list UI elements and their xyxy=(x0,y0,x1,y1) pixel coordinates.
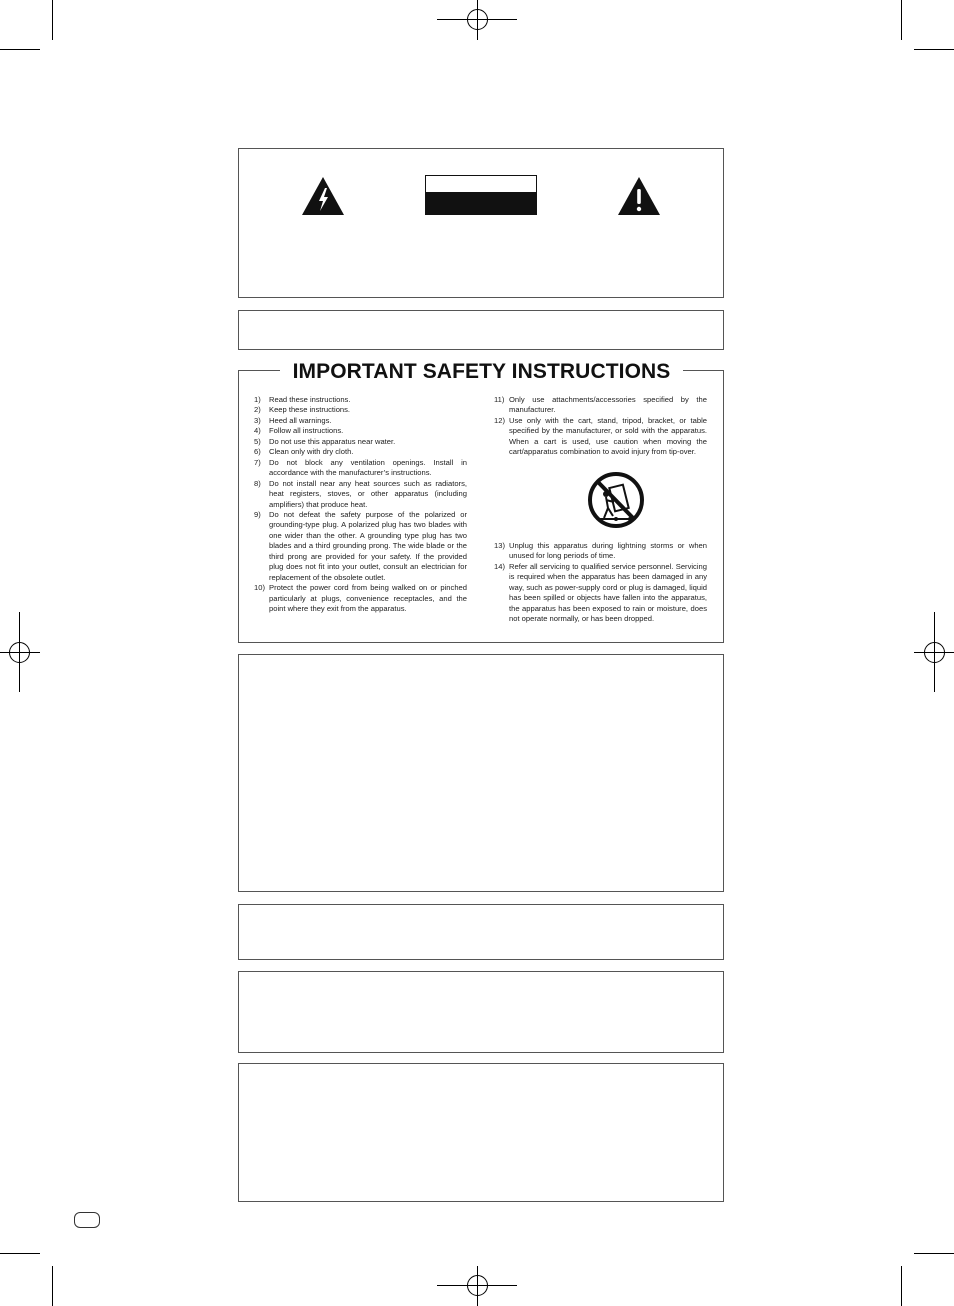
instruction-item: 4) Follow all instructions. xyxy=(254,426,344,436)
notice-box-large xyxy=(238,654,724,892)
instruction-item: 9) Do not defeat the safety purpose of the polarized or grounding-type plug. A polarized plug has two blades with one wider than the other. A grounding type plug has two blades and a third grounding prong. The wide blade or the third prong are provided for your safety. If the provided plug does not fit into your outlet, consult an electrician for replacement of the obsolete outlet. xyxy=(254,509,467,582)
instruction-item: 1) Read these instructions. xyxy=(254,395,351,404)
instruction-item: 13) Unplug this apparatus during lightning storms or when unused for long periods of time. xyxy=(494,541,707,561)
instructions-left-column xyxy=(254,395,467,615)
notice-box-small xyxy=(238,904,724,960)
caution-label xyxy=(425,175,537,215)
crop-mark xyxy=(901,1266,902,1306)
crop-mark xyxy=(52,1266,53,1306)
crop-mark xyxy=(0,1253,40,1254)
instruction-item: 2) Keep these instructions. xyxy=(254,405,351,415)
warning-symbols-box xyxy=(238,148,724,298)
language-tab xyxy=(74,1212,100,1228)
instruction-item: 12) Use only with the cart, stand, tripod, bracket, or table specified by the manufacturer, or sold with the apparatus. When a cart is used, use caution when moving the cart/apparatus combination to avoid injury from tip-over. xyxy=(494,415,707,457)
instruction-item: 7) Do not block any ventilation openings. Install in accordance with the manufacturer’s instructions. xyxy=(254,457,467,478)
instruction-item: 6) Clean only with dry cloth. xyxy=(254,447,354,457)
registration-mark-left xyxy=(0,612,40,692)
crop-mark xyxy=(901,0,902,40)
crop-mark xyxy=(52,0,53,40)
crop-mark xyxy=(914,49,954,50)
section-title-wrap xyxy=(280,358,683,386)
crop-mark xyxy=(0,49,40,50)
registration-mark-bottom xyxy=(437,1266,517,1306)
notice-box xyxy=(238,310,724,350)
instruction-item: 14) Refer all servicing to qualified service personnel. Servicing is required when the apparatus has been damaged in any way, such as power-supply cord or plug is damaged, liquid has been spilled or objects have fallen into the apparatus, the apparatus has been exposed to rain or moisture, does not operate normally, or has been dropped. xyxy=(494,561,707,624)
instruction-item: 8) Do not install near any heat sources such as radiators, heat registers, stoves, or other apparatus (including amplifiers) that produce heat. xyxy=(254,478,467,509)
instructions-right-column-top xyxy=(494,395,707,458)
instruction-item: 10) Protect the power cord from being walked on or pinched particularly at plugs, convenience receptacles, and the point where they exit from the apparatus. xyxy=(254,583,467,614)
registration-mark-right xyxy=(914,612,954,692)
notice-box-medium xyxy=(238,971,724,1053)
section-title: IMPORTANT SAFETY INSTRUCTIONS xyxy=(292,360,671,383)
cart-tipover-warning-icon xyxy=(586,472,646,530)
instructions-right-column-bottom xyxy=(494,541,707,625)
instruction-item: 11) Only use attachments/accessories specified by the manufacturer. xyxy=(494,395,707,415)
exclamation-warning-icon xyxy=(617,176,661,216)
lightning-warning-icon xyxy=(301,176,345,216)
instruction-item: 5) Do not use this apparatus near water. xyxy=(254,436,396,446)
instruction-item: 3) Heed all warnings. xyxy=(254,415,332,425)
notice-box-bottom xyxy=(238,1063,724,1202)
registration-mark-top xyxy=(437,0,517,40)
crop-mark xyxy=(914,1253,954,1254)
